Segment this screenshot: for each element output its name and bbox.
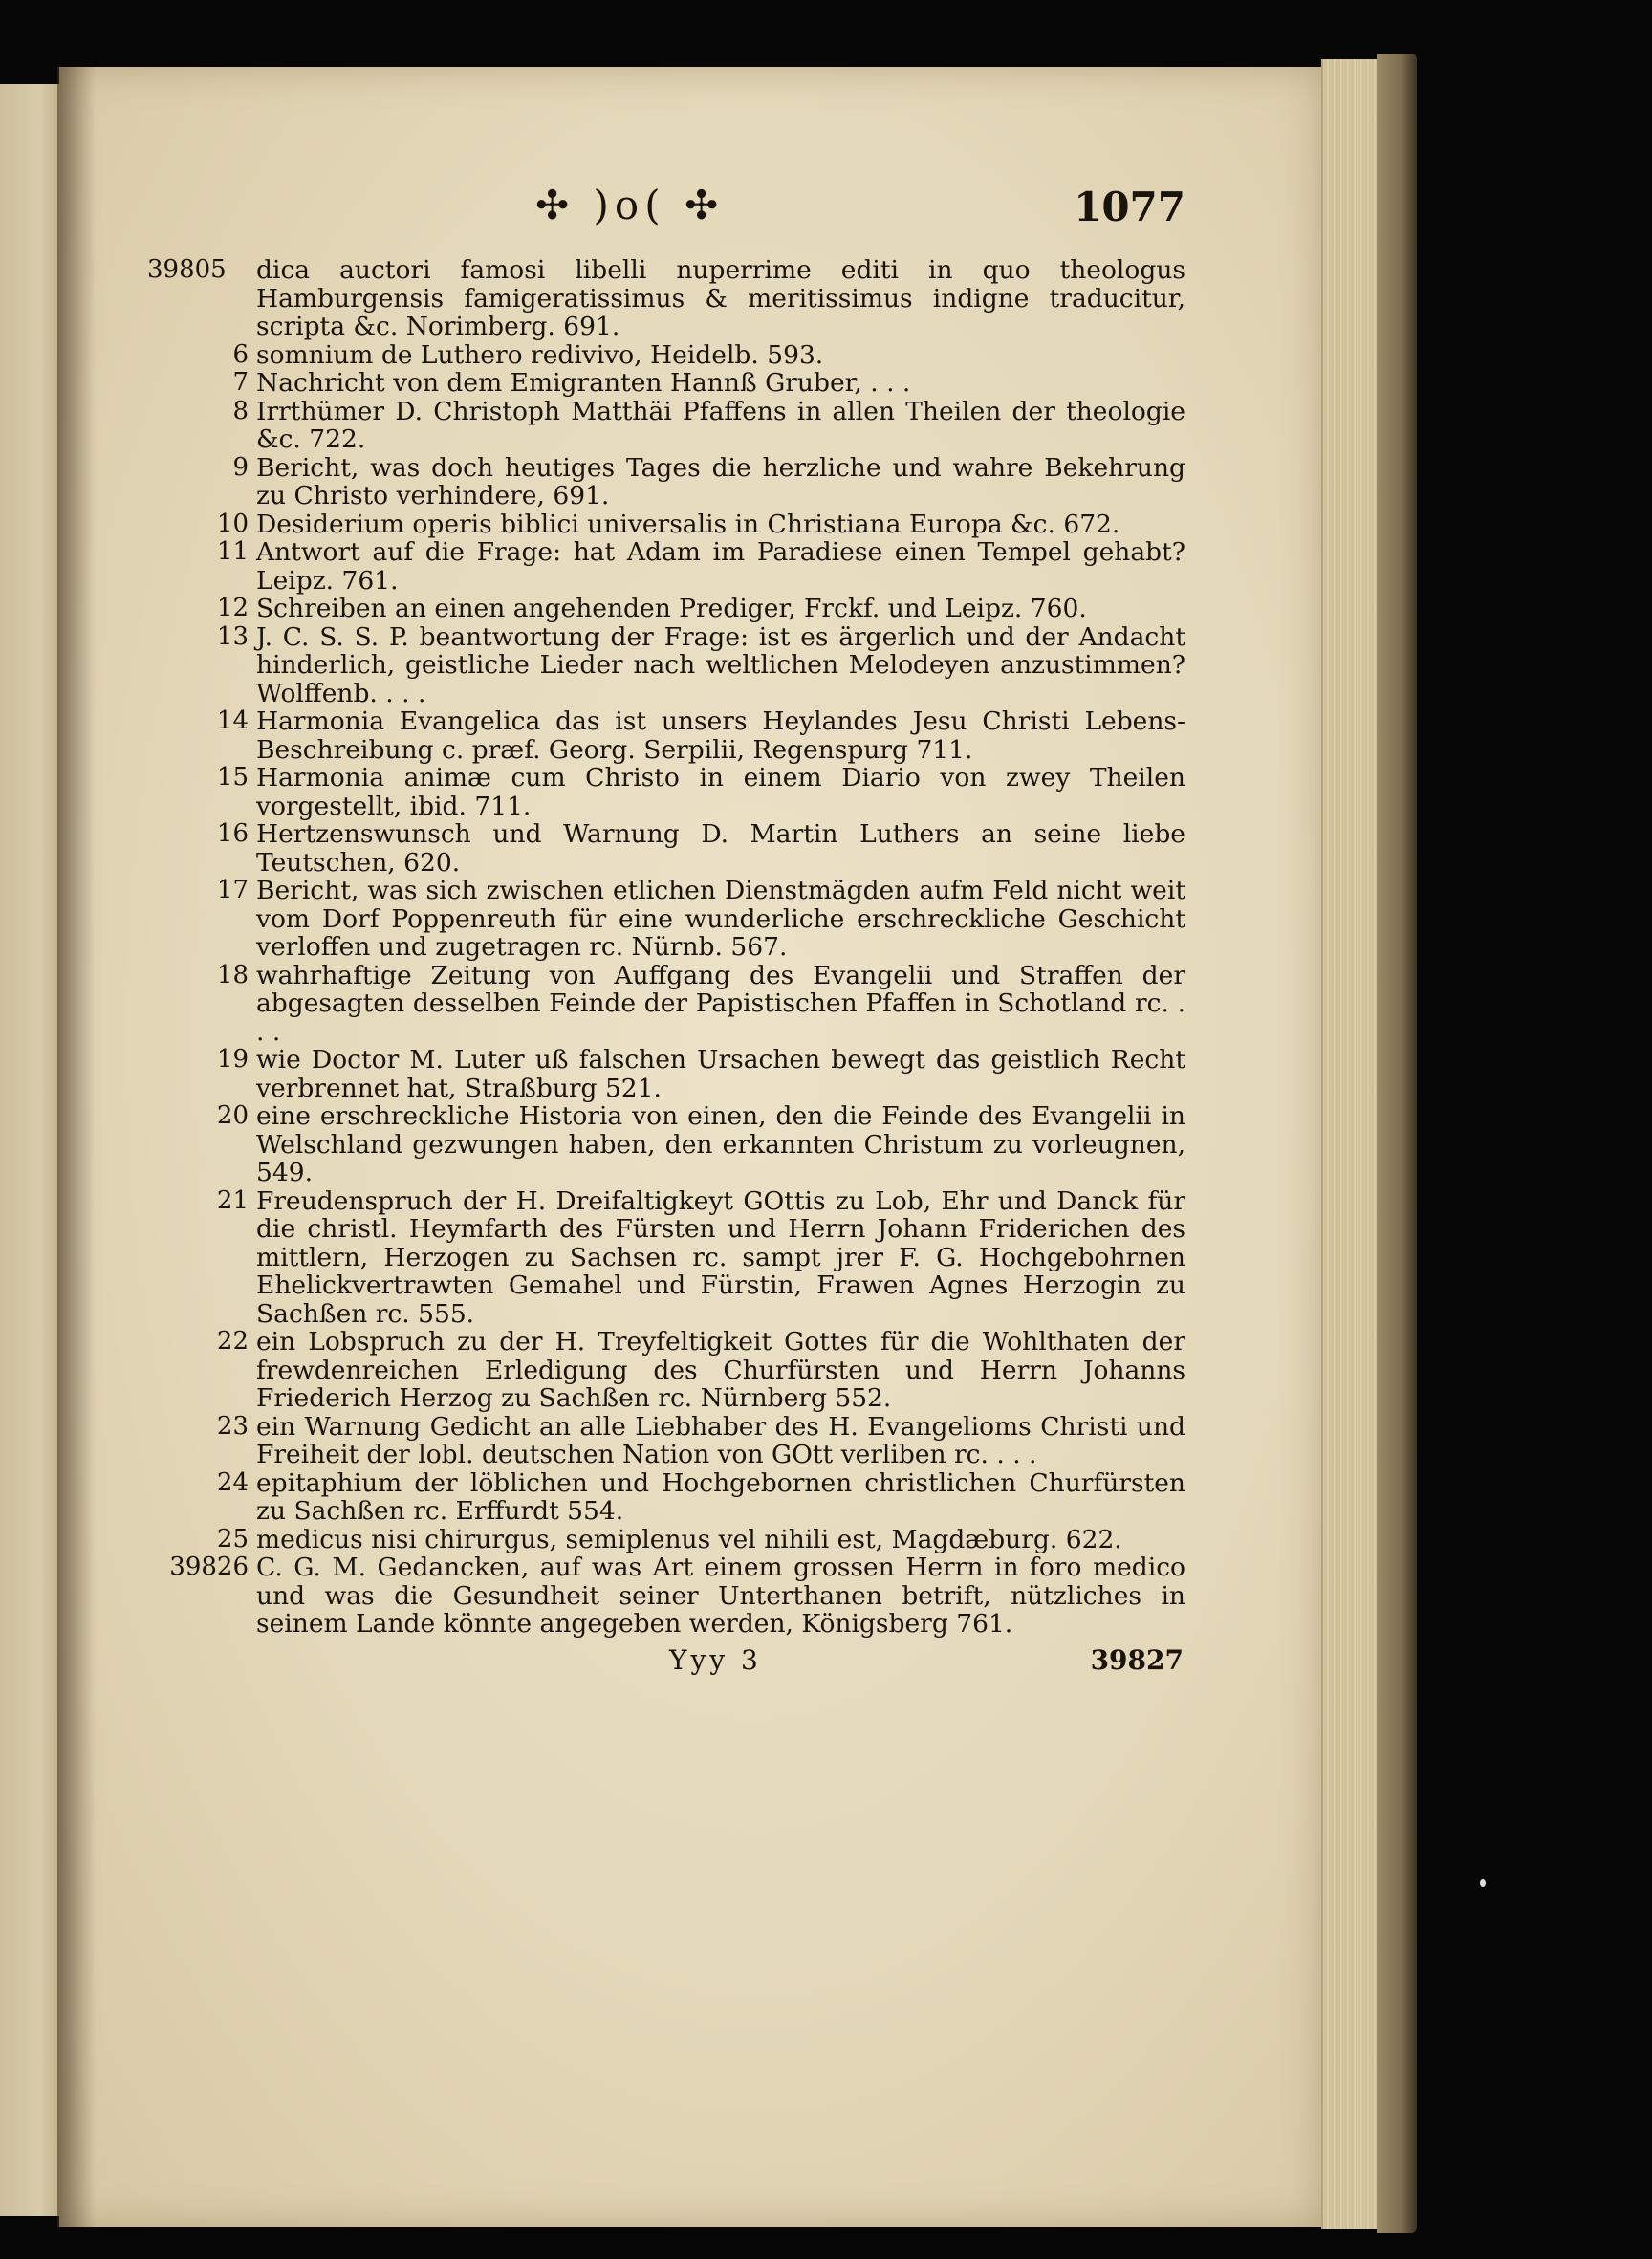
entry-number: 18: [216, 960, 249, 989]
catalog-entry: [163, 1187, 1205, 1329]
entry-text: wie Doctor M. Luter uß falschen Ursachen bewegt das geistlich Recht verbrennet hat, Straßburg 521.: [256, 1045, 1185, 1103]
catalog-entry: [163, 764, 1205, 820]
page-header: [163, 182, 1205, 252]
entry-number: 22: [216, 1327, 249, 1356]
entry-number: 20: [216, 1101, 249, 1130]
book-cover-edge: [1377, 54, 1417, 2233]
entry-text: Irrthümer D. Christoph Matthäi Pfaffens in allen Theilen der theologie &c. 722.: [256, 396, 1185, 454]
catalog-entry: [147, 255, 1205, 341]
entry-number: 7: [232, 368, 249, 397]
entry-number: 10: [216, 509, 249, 538]
entry-number: 15: [216, 763, 249, 792]
catalog-entry: [163, 1102, 1205, 1187]
entry-number: 13: [216, 621, 249, 651]
catalog-entry: [163, 623, 1205, 708]
catalog-entry: [163, 707, 1205, 764]
catalog-entry: [163, 398, 1205, 454]
entry-number: 6: [232, 339, 249, 369]
entry-text: medicus nisi chirurgus, semiplenus vel nihili est, Magdæburg. 622.: [256, 1524, 1122, 1554]
entry-number: 17: [216, 876, 249, 904]
entry-text: Desiderium operis biblici universalis in Christiana Europa &c. 672.: [256, 509, 1120, 539]
entry-text: Hertzenswunsch und Warnung D. Martin Luthers an seine liebe Teutschen, 620.: [256, 819, 1185, 878]
entry-number: 24: [216, 1467, 249, 1497]
entry-text: Antwort auf die Frage: hat Adam im Paradiese einen Tempel gehabt? Leipz. 761.: [256, 537, 1185, 596]
entry-text: eine erschreckliche Historia von einen, den die Feinde des Evangelii in Welschland gezwungen haben, den erkannten Christum zu vorleugnen, 549.: [256, 1101, 1185, 1187]
entry-number: 39826: [169, 1553, 249, 1581]
entry-text: J. C. S. S. P. beantwortung der Frage: ist es ärgerlich und der Andacht hinderlich, geistliche Lieder nach weltlichen Melodeyen anzustimmen? Wolffenb. . . .: [256, 621, 1185, 708]
page-footer: [163, 1644, 1205, 1683]
catalog-entry: [163, 369, 1205, 398]
catalog-entries: [147, 255, 1205, 1639]
printer-signature-mark: Yyy 3: [669, 1643, 762, 1676]
catalog-entry: [163, 538, 1205, 595]
gutter-shadow: [57, 67, 96, 2227]
entry-text: Schreiben an einen angehenden Prediger, Frckf. und Leipz. 760.: [256, 594, 1087, 623]
entry-number: 9: [232, 452, 249, 482]
catalog-entry: [163, 1413, 1205, 1469]
catalog-entry: [163, 454, 1205, 510]
catalog-entry: [163, 1046, 1205, 1102]
entry-number: 12: [216, 594, 249, 622]
entry-text: Nachricht von dem Emigranten Hannß Gruber, . . .: [256, 368, 911, 398]
catalog-entry: [163, 1553, 1205, 1639]
catchword: 39827: [1090, 1643, 1184, 1676]
entry-text: somnium de Luthero redivivo, Heidelb. 593.: [256, 339, 824, 370]
catalog-entry: [163, 820, 1205, 877]
page-block-edges: [1321, 59, 1379, 2229]
catalog-entry: [163, 877, 1205, 962]
entry-text: Bericht, was sich zwischen etlichen Dienstmägden aufm Feld nicht weit vom Dorf Poppenreuth für eine wunderliche erschreckliche Geschicht verloffen und zugetragen rc. Nürnb. 567.: [256, 876, 1185, 962]
entry-number: 23: [216, 1411, 249, 1441]
catalog-entry: [163, 510, 1205, 539]
entry-number: 25: [216, 1524, 249, 1553]
entry-number: 21: [216, 1185, 249, 1215]
catalog-entry: [163, 341, 1205, 370]
page-number: 1077: [1074, 184, 1185, 230]
catalog-entry: [163, 1469, 1205, 1526]
page-content: [147, 182, 1205, 1683]
header-ornament: ✣ )o( ✣: [535, 182, 725, 228]
catalog-entry: [163, 595, 1205, 623]
entry-number: 16: [216, 819, 249, 848]
catalog-entry: [163, 962, 1205, 1047]
entry-text: Freudenspruch der H. Dreifaltigkeyt GOttis zu Lob, Ehr und Danck für die christl. Heymfarth des Fürsten und Herrn Johann Friderichen des mittlern, Herzogen zu Sachsen rc. sampt jrer F. G. Hochgebohrnen Ehelickvertrawten Gemahel und Fürstin, Frawen Agnes Herzogin zu Sachßen rc. 555.: [256, 1185, 1185, 1329]
entry-number: 39805: [147, 255, 227, 284]
entry-text: ein Warnung Gedicht an alle Liebhaber des H. Evangelioms Christi und Freiheit der lobl. deutschen Nation von GOtt verliben rc. . . .: [256, 1411, 1185, 1469]
entry-text: Harmonia Evangelica das ist unsers Heylandes Jesu Christi Lebens-Beschreibung c. præf. Georg. Serpilii, Regenspurg 711.: [256, 706, 1185, 765]
entry-text: C. G. M. Gedancken, auf was Art einem grossen Herrn in foro medico und was die Gesundheit seiner Unterthanen betrift, nützliches in seinem Lande könnte angegeben werden, Königsberg 761.: [256, 1553, 1185, 1639]
entry-text: Bericht, was doch heutiges Tages die herzliche und wahre Bekehrung zu Christo verhindere, 691.: [256, 452, 1185, 510]
catalog-entry: [163, 1328, 1205, 1413]
dust-speck: [1480, 1879, 1486, 1887]
entry-text: epitaphium der löblichen und Hochgebornen christlichen Churfürsten zu Sachßen rc. Erffurdt 554.: [256, 1467, 1185, 1526]
entry-number: 11: [216, 537, 249, 566]
entry-text: wahrhaftige Zeitung von Auffgang des Evangelii und Straffen der abgesagten desselben Feinde der Papistischen Pfaffen in Schotland rc. . . .: [256, 960, 1185, 1047]
entry-number: 8: [232, 396, 249, 425]
entry-text: Harmonia animæ cum Christo in einem Diario von zwey Theilen vorgestellt, ibid. 711.: [256, 763, 1185, 821]
catalog-entry: [163, 1526, 1205, 1554]
entry-text: dica auctori famosi libelli nuperrime editi in quo theologus Hamburgensis famigeratissimus & meritissimus indigne traducitur, scripta &c. Norimberg. 691.: [256, 255, 1185, 341]
entry-text: ein Lobspruch zu der H. Treyfeltigkeit Gottes für die Wohlthaten der frewdenreichen Erledigung des Churfürsten und Herrn Johanns Friederich Herzog zu Sachßen rc. Nürnberg 552.: [256, 1327, 1185, 1413]
entry-number: 14: [216, 706, 249, 735]
entry-number: 19: [216, 1045, 249, 1074]
